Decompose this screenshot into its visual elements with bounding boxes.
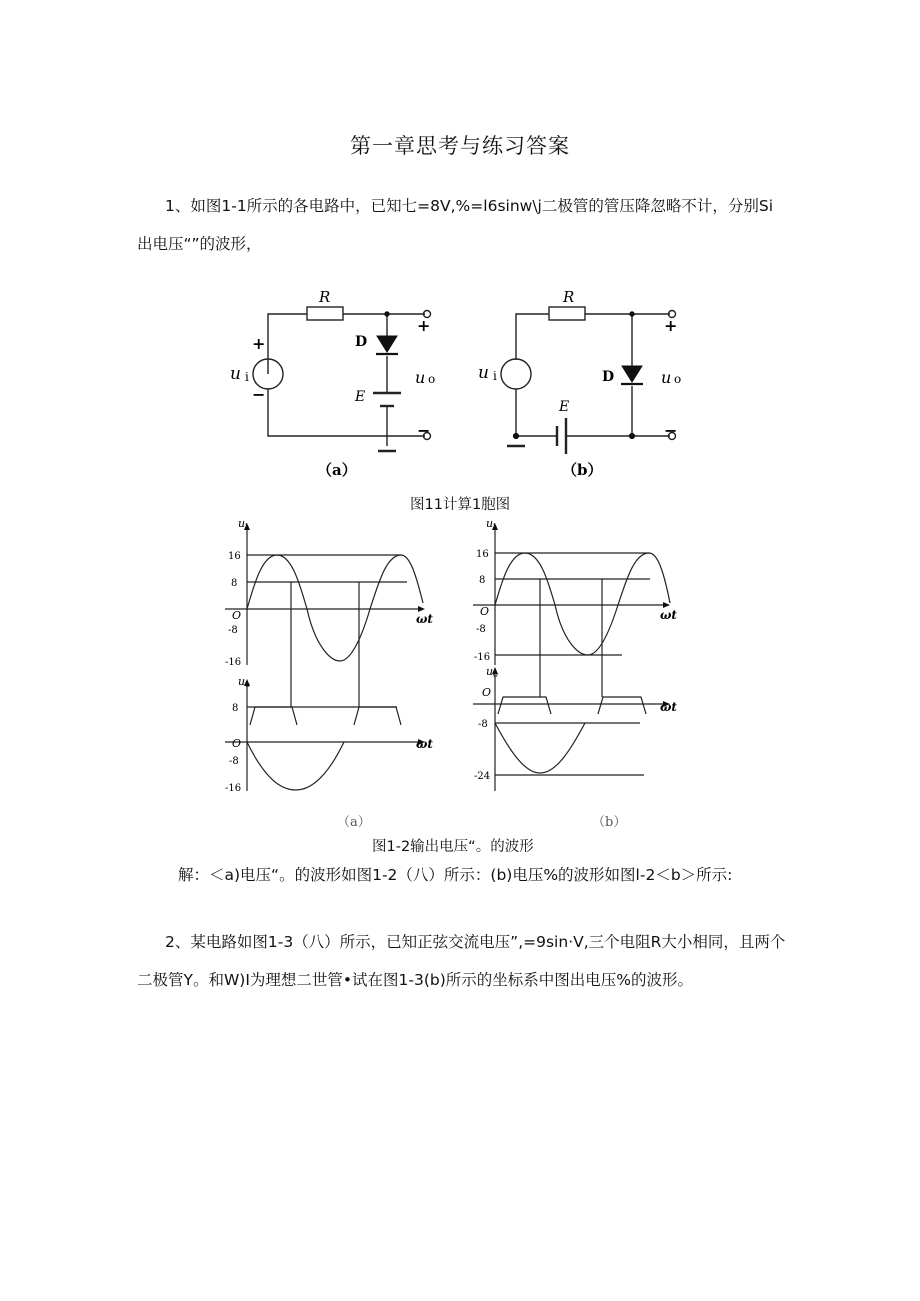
wave-a-origin: O <box>232 609 242 622</box>
circuit-a-label: （a） <box>317 461 357 479</box>
wave-b-out-tick-neg24: -24 <box>474 771 491 782</box>
ui-a-sub: i <box>245 370 249 384</box>
uo-a-sub: o <box>428 372 436 386</box>
wave-a-bottom-axis: u <box>238 675 246 688</box>
figure-1-2 <box>220 515 680 835</box>
figure-1-2-caption: 图1-2输出电压“。的波形 <box>372 839 534 855</box>
out-plus-a: + <box>417 316 431 335</box>
wave-b-bottom-axis: u <box>486 665 494 678</box>
wave-a-tick-neg16: -16 <box>225 657 242 668</box>
wave-a-tick-16: 16 <box>228 551 241 562</box>
wave-a-time-bottom: ωt <box>416 737 433 751</box>
battery-a-label: E <box>355 389 366 405</box>
figure-1-1-caption: 图11计算1胞图 <box>410 497 511 513</box>
wave-a-out-tick-8: 8 <box>232 703 239 714</box>
wave-b-time-top: ωt <box>660 608 677 622</box>
wave-a-top-axis-sub: i <box>245 522 248 531</box>
ui-a-label: u <box>230 364 241 384</box>
wave-b-tick-neg8: -8 <box>476 624 486 635</box>
wave-b-time-bottom: ωt <box>660 700 677 714</box>
circuit-b-label: （b） <box>562 461 603 479</box>
wave-a-tick-8: 8 <box>231 578 238 589</box>
q1-line1: 1、如图1-1所示的各电路中，已知七=8V,%=l6sinw\j二极管的管压降忽略不计，分别Si <box>165 197 773 215</box>
solution-text: 解：＜a)电压“。的波形如图1-2（八）所示：(b)电压%的波形如图l-2＜b＞所示: <box>178 866 733 884</box>
q2-line2: 二极管Y。和W)I为理想二世管•试在图1-3(b)所示的坐标系中图出电压%的波形。 <box>137 971 694 989</box>
uo-b-sub: o <box>674 372 682 386</box>
page-title: 第一章思考与练习答案 <box>350 134 570 158</box>
diode-b <box>622 366 642 382</box>
battery-b-label: E <box>559 399 570 415</box>
diode-a-label: D <box>355 334 368 350</box>
q1-line2: 出电压“”的波形， <box>137 235 262 253</box>
out-minus-b: − <box>664 421 678 440</box>
resistor-b-label: R <box>563 288 575 306</box>
wave-b-bottom-axis-sub: o <box>493 670 498 679</box>
wave-b-top-axis-sub: i <box>493 522 496 531</box>
wave-a-top-axis: u <box>238 517 246 530</box>
wave-a-out-tick-neg8: -8 <box>229 756 239 767</box>
uo-b-label: u <box>661 368 672 387</box>
diode-b-label: D <box>602 369 615 385</box>
wave-b-top-axis: u <box>486 517 494 530</box>
wave-b-label: （b） <box>592 815 627 830</box>
wave-a-out-tick-neg16: -16 <box>225 783 242 794</box>
q2-line1: 2、某电路如图1-3（八）所示，已知正弦交流电压”,=9sin·V,三个电阻R大小相同，且两个 <box>165 933 786 951</box>
wave-b-tick-neg16: -16 <box>474 652 491 663</box>
wave-b-out-tick-neg8: -8 <box>478 719 488 730</box>
uo-a-label: u <box>415 368 426 387</box>
wave-b-tick-8: 8 <box>479 575 486 586</box>
wave-b-origin: O <box>480 605 490 618</box>
figure-1-1 <box>210 280 700 480</box>
ui-b-sub: i <box>493 369 497 383</box>
ui-b-label: u <box>478 363 489 383</box>
out-plus-b: + <box>664 316 678 335</box>
out-minus-a: − <box>417 421 431 440</box>
wave-b-tick-16: 16 <box>476 549 489 560</box>
wave-a-bottom-axis-sub: o <box>245 680 250 689</box>
wave-b-out-origin: O <box>482 686 492 699</box>
diode-a <box>377 336 397 352</box>
wave-a-time-top: ωt <box>416 612 433 626</box>
minus-a: − <box>252 385 266 404</box>
wave-a-out-origin: O <box>232 737 242 750</box>
plus-a: + <box>252 334 266 353</box>
wave-a-tick-neg8: -8 <box>228 625 238 636</box>
wave-a-label: （a） <box>337 815 371 830</box>
resistor-a-label: R <box>319 288 331 306</box>
